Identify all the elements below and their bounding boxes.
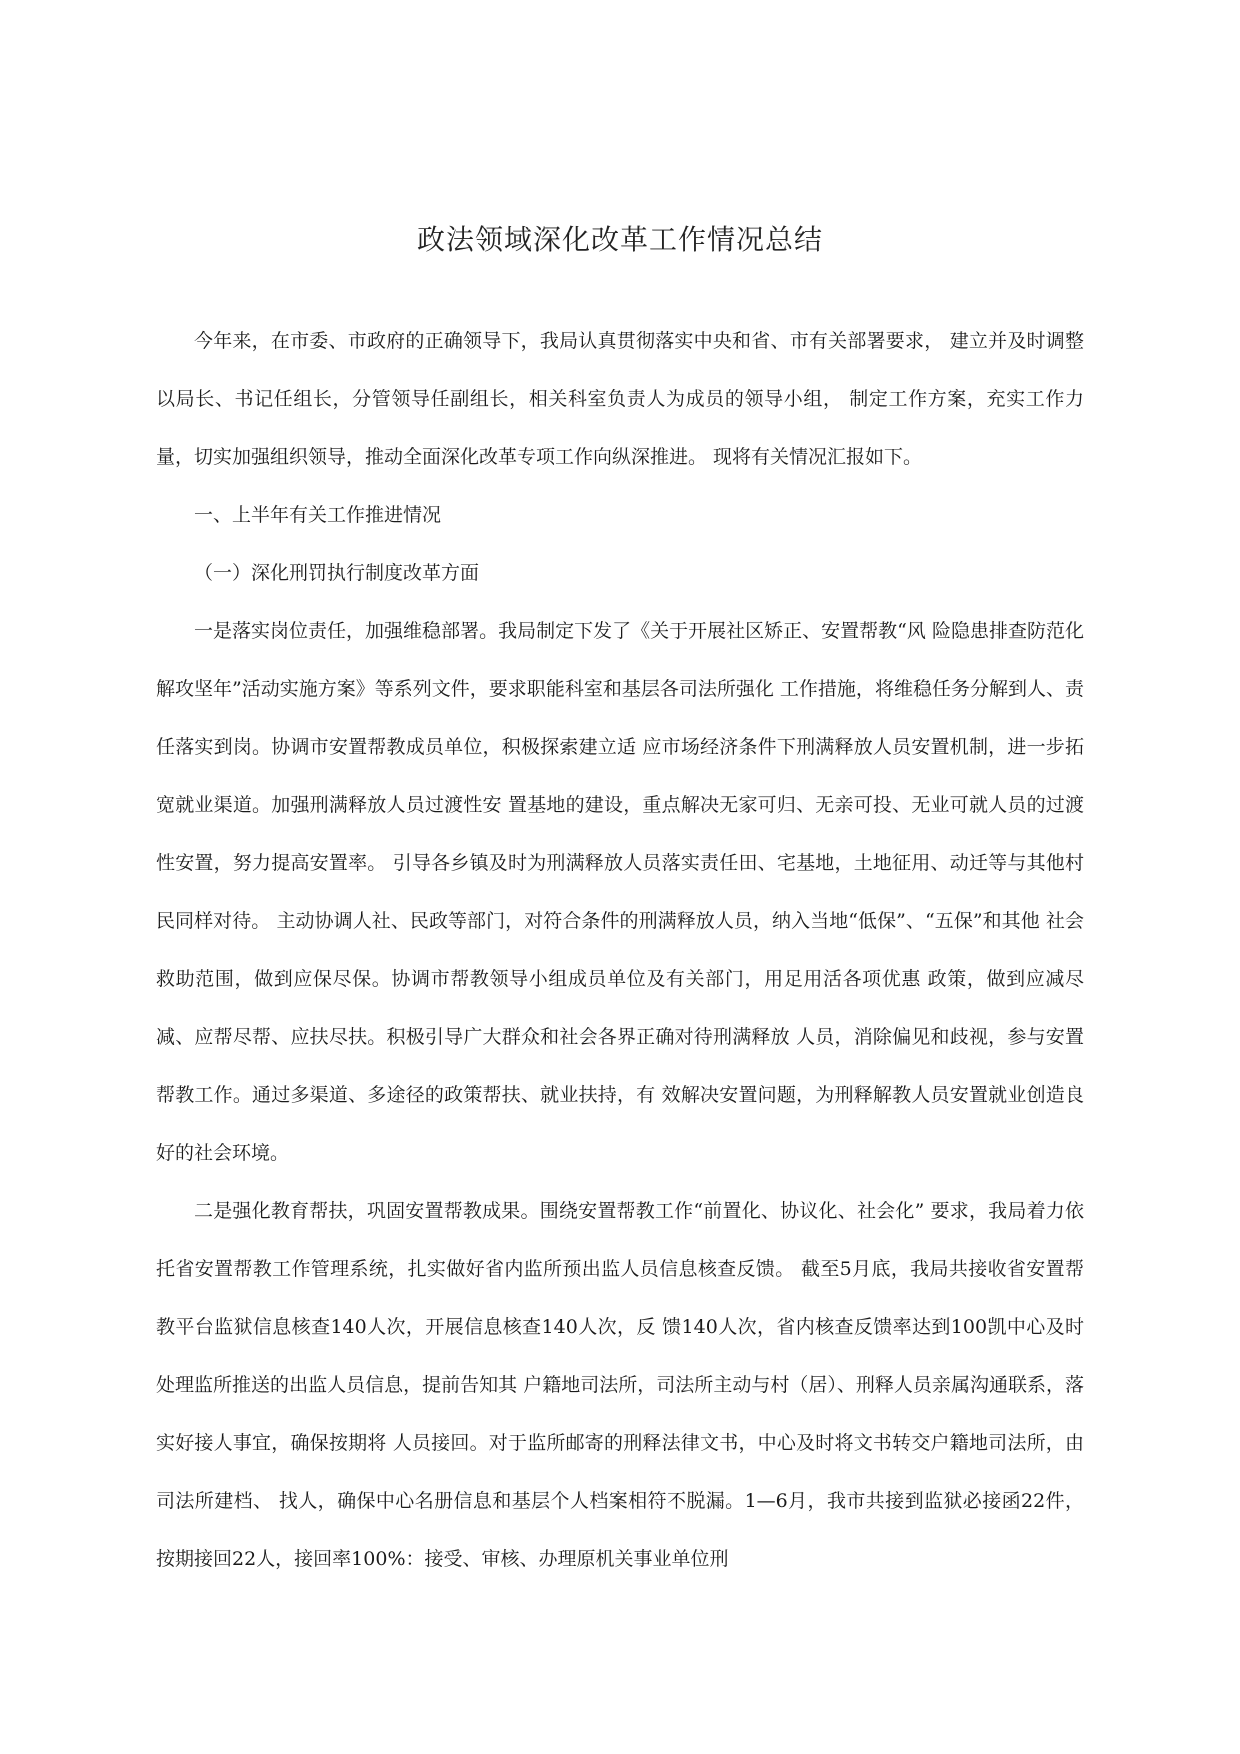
- document-title: 政法领域深化改革工作情况总结: [416, 223, 823, 256]
- intro-paragraph: 今年来，在市委、市政府的正确领导下，我局认真贯彻落实中央和省、市有关部署要求， 建立并及时调整以局长、书记任组长，分管领导任副组长，相关科室负责人为成员的领导小组， 制定工作方案，充实工作力量，切实加强组织领导，推动全面深化改革专项工作向纵深推进。 现将有关情况汇报如下。: [156, 330, 1084, 468]
- body-paragraph-1: 一是落实岗位责任，加强维稳部署。我局制定下发了《关于开展社区矫正、安置帮教“风 险隐患排查防范化解攻坚年”活动实施方案》等系列文件，要求职能科室和基层各司法所强化 工作措施，将维稳任务分解到人、责任落实到岗。协调市安置帮教成员单位，积极探索建立适 应市场经济条件下刑满释放人员安置机制，进一步拓宽就业渠道。加强刑满释放人员过渡性安 置基地的建设，重点解决无家可归、无亲可投、无业可就人员的过渡性安置，努力提高安置率。 引导各乡镇及时为刑满释放人员落实责任田、宅基地，土地征用、动迁等与其他村民同样对待。 主动协调人社、民政等部门，对符合条件的刑满释放人员，纳入当地“低保”、“五保”和其他 社会救助范围，做到应保尽保。协调市帮教领导小组成员单位及有关部门，用足用活各项优惠 政策，做到应减尽减、应帮尽帮、应扶尽扶。积极引导广大群众和社会各界正确对待刑满释放 人员，消除偏见和歧视，参与安置帮教工作。通过多渠道、多途径的政策帮扶、就业扶持，有 效解决安置问题，为刑释解教人员安置就业创造良好的社会环境。: [156, 620, 1084, 1164]
- section-heading: 一、上半年有关工作推进情况: [194, 504, 442, 526]
- document-body: [156, 312, 1084, 1588]
- subsection-heading: （一）深化刑罚执行制度改革方面: [194, 562, 480, 584]
- body-paragraph-2: 二是强化教育帮扶，巩固安置帮教成果。围绕安置帮教工作“前置化、协议化、社会化” 要求，我局着力依托省安置帮教工作管理系统，扎实做好省内监所预出监人员信息核查反馈。 截至5月底，我局共接收省安置帮教平台监狱信息核查140人次，开展信息核查140人次，反 馈140人次，省内核查反馈率达到100凯中心及时处理监所推送的出监人员信息，提前告知其 户籍地司法所，司法所主动与村（居）、刑释人员亲属沟通联系，落实好接人事宜，确保按期将 人员接回。对于监所邮寄的刑释法律文书，中心及时将文书转交户籍地司法所，由司法所建档、 找人，确保中心名册信息和基层个人档案相符不脱漏。1—6月，我市共接到监狱必接函22件， 按期接回22人，接回率100%：接受、审核、办理原机关事业单位刑: [156, 1200, 1084, 1570]
